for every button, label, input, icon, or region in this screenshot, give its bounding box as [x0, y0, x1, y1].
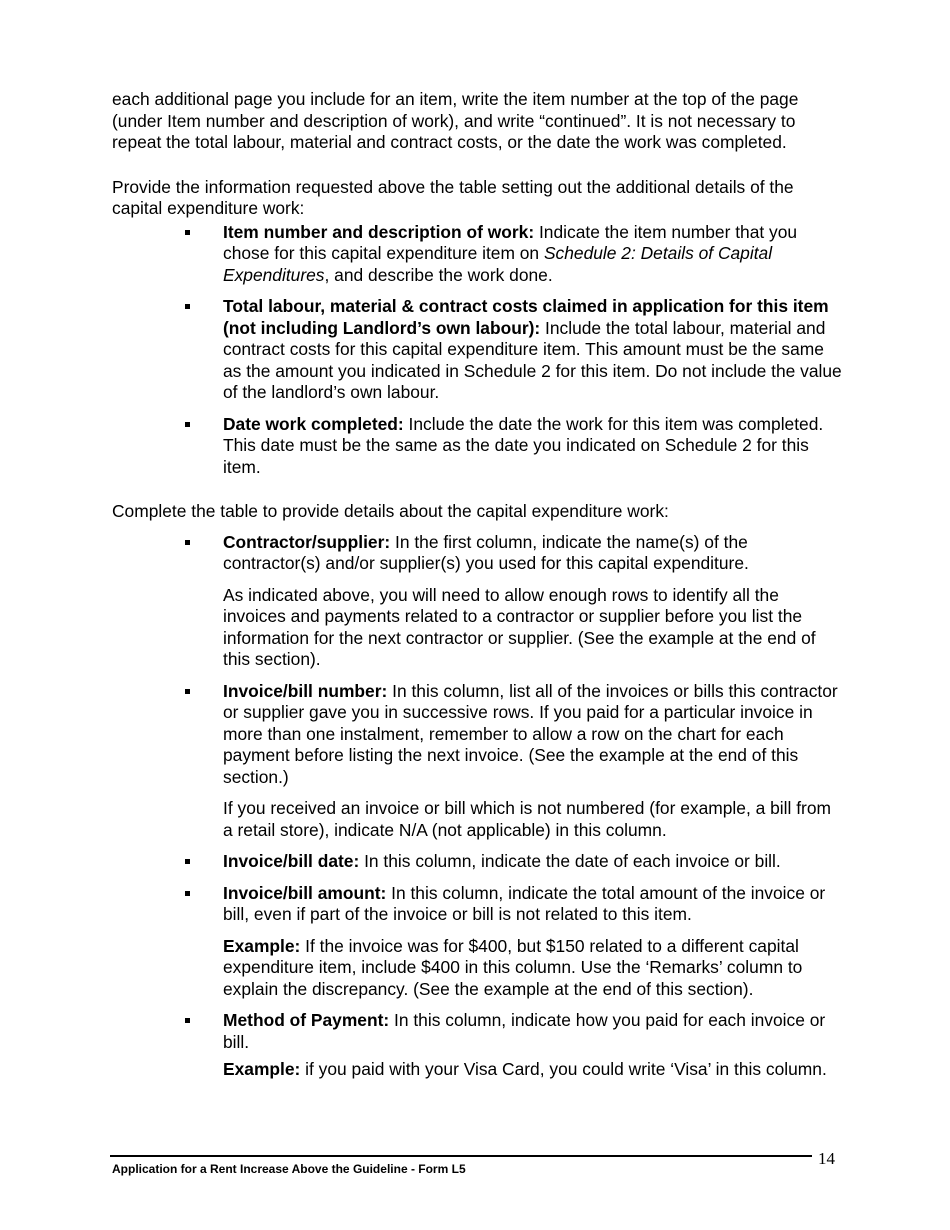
table-bullet-list: [112, 532, 842, 1081]
contractor-note: As indicated above, you will need to allow enough rows to identify all the invoices and payments related to a contractor or supplier before you list the information for the next contractor or supplier. (See the example at the end of this section).: [223, 584, 816, 669]
bullet-date-completed: Date work completed: Include the date the work for this item was completed. This date must be the same as the date you indicated on Schedule 2 for this item.: [112, 414, 842, 479]
footer-divider: [110, 1155, 812, 1157]
bullet-total-costs: Total labour, material & contract costs claimed in application for this item (not including Landlord’s own labour): Include the total labour, material and contract costs for this capital expenditure item. This amount must be the same as the amount you indicated in Schedule 2 for this item. Do not include the value of the landlord’s own labour.: [112, 296, 842, 404]
bullet-square-icon: [185, 859, 190, 864]
page-content: [112, 89, 842, 1081]
intro-paragraph-2: Provide the information requested above the table setting out the additional details of the capital expenditure work:: [112, 176, 794, 218]
bullet-invoice-amount: Invoice/bill amount: In this column, indicate the total amount of the invoice or bill, even if part of the invoice or bill is not related to this item. Example: If the invoice was for $400, but $150 related to a different capital expenditure item, include $400 in this column. Use the ‘Remarks’ column to explain the discrepancy. (See the example at the end of this section).: [112, 883, 842, 1001]
bullet-invoice-number: Invoice/bill number: In this column, list all of the invoices or bills this contractor or supplier gave you in successive rows. If you paid for a particular invoice in more than one instalment, remember to allow a row on the chart for each payment before listing the next invoice. (See the example at the end of this section.) If you received an invoice or bill which is not numbered (for example, a bill from a retail store), indicate N/A (not applicable) in this column.: [112, 681, 842, 842]
bullet-square-icon: [185, 689, 190, 694]
bullet-contractor-supplier: Contractor/supplier: In the first column, indicate the name(s) of the contractor(s) and/or supplier(s) you used for this capital expenditure. As indicated above, you will need to allow enough rows to identify all the invoices and payments related to a contractor or supplier before you list the information for the next contractor or supplier. (See the example at the end of this section).: [112, 532, 842, 671]
bullet-square-icon: [185, 1018, 190, 1023]
page-number: 14: [818, 1149, 835, 1168]
payment-method-example: Example: if you paid with your Visa Card, you could write ‘Visa’ in this column.: [223, 1059, 827, 1079]
bullet-square-icon: [185, 304, 190, 309]
info-bullet-list: [112, 222, 842, 479]
footer-form-title: Application for a Rent Increase Above the Guideline - Form L5: [112, 1162, 466, 1176]
bullet-invoice-date: Invoice/bill date: In this column, indicate the date of each invoice or bill.: [112, 851, 842, 873]
invoice-number-note: If you received an invoice or bill which is not numbered (for example, a bill from a retail store), indicate N/A (not applicable) in this column.: [223, 798, 831, 840]
bullet-square-icon: [185, 891, 190, 896]
bullet-square-icon: [185, 422, 190, 427]
table-intro-paragraph: Complete the table to provide details about the capital expenditure work:: [112, 501, 669, 521]
intro-paragraph-1: each additional page you include for an item, write the item number at the top of the page (under Item number and description of work), and write “continued”. It is not necessary to repeat the total labour, material and contract costs, or the date the work was completed.: [112, 89, 799, 152]
bullet-square-icon: [185, 230, 190, 235]
bullet-method-of-payment: Method of Payment: In this column, indicate how you paid for each invoice or bill. Example: if you paid with your Visa Card, you could write ‘Visa’ in this column.: [112, 1010, 842, 1081]
bullet-square-icon: [185, 540, 190, 545]
invoice-amount-example: Example: If the invoice was for $400, but $150 related to a different capital expenditure item, include $400 in this column. Use the ‘Remarks’ column to explain the discrepancy. (See the example at the end of this section).: [223, 935, 803, 999]
bullet-item-number: Item number and description of work: Indicate the item number that you chose for this capital expenditure item on Schedule 2: Details of Capital Expenditures, and describe the work done.: [112, 222, 842, 287]
